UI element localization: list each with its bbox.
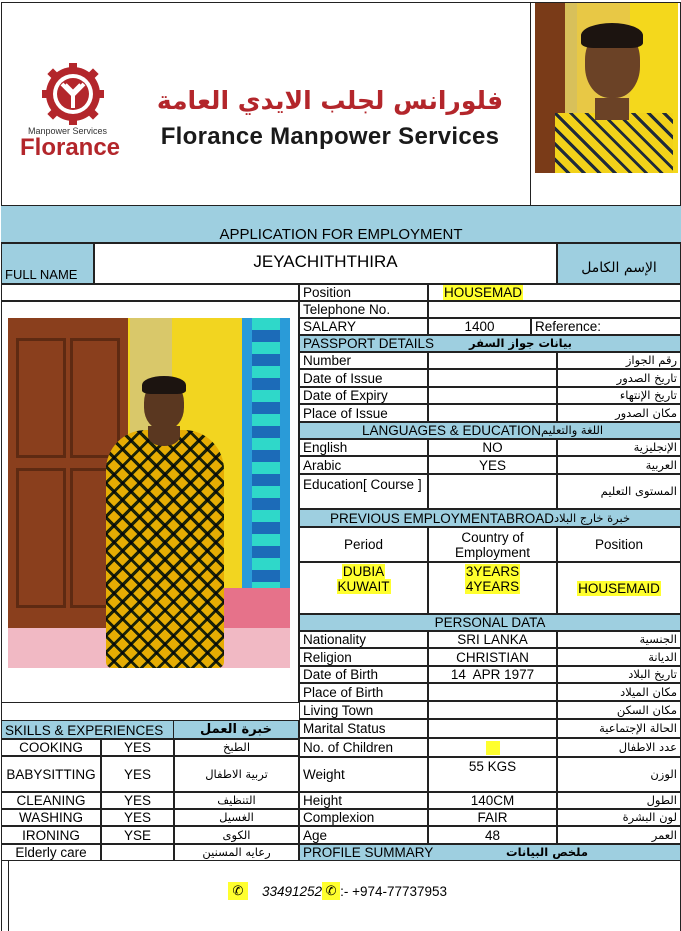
arabic-label: Arabic (299, 456, 428, 474)
passport-issue-label-ar: تاريخ الصدور (557, 369, 681, 387)
position-label: Position (299, 284, 428, 301)
salary-label: SALARY (299, 318, 428, 335)
duration-cell (428, 562, 557, 614)
telephone-value (428, 301, 681, 318)
company-title-ar: فلورانس لجلب الايدي العامة (156, 86, 504, 115)
living-town-label-ar: مكان السكن (557, 701, 681, 719)
previous-title: PREVIOUS EMPLOYMENTABROAD (330, 510, 555, 526)
gear-logo-icon (38, 62, 108, 126)
skill-babysitting-label: BABYSITTING (1, 756, 101, 792)
weight-label-ar: الوزن (557, 757, 681, 792)
period-1: DUBIA (342, 564, 385, 579)
children-highlight (486, 741, 500, 755)
skill-cooking-label: COOKING (1, 739, 101, 756)
passport-issue-label: Date of Issue (299, 369, 428, 387)
skill-cleaning-value: YES (101, 792, 174, 809)
telephone-label: Telephone No. (299, 301, 428, 318)
dob-label: Date of Birth (299, 666, 428, 683)
skills-title: SKILLS & EXPERIENCES (1, 720, 174, 739)
skill-cleaning-label: CLEANING (1, 792, 101, 809)
age-label: Age (299, 826, 428, 844)
passport-place-label-ar: مكان الصدور (557, 404, 681, 422)
profile-summary-label-ar: ملخص البيانات (456, 844, 681, 861)
skill-washing-label-ar: الغسيل (174, 809, 299, 826)
age-label-ar: العمر (557, 826, 681, 844)
personal-title: PERSONAL DATA (299, 614, 681, 631)
headshot-photo (535, 3, 678, 173)
period-2: KUWAIT (337, 579, 390, 594)
form-title: APPLICATION FOR EMPLOYMENT (1, 205, 681, 243)
phone-separator: :- (340, 883, 353, 899)
english-label-ar: الإنجليزية (557, 439, 681, 456)
company-title-en: Florance Manpower Services (160, 123, 500, 150)
complexion-label-ar: لون البشرة (557, 809, 681, 826)
skill-washing-value: YES (101, 809, 174, 826)
skill-ironing-label: IRONING (1, 826, 101, 844)
skill-washing-label: WASHING (1, 809, 101, 826)
passport-issue-value (428, 369, 557, 387)
complexion-label: Complexion (299, 809, 428, 826)
skill-cleaning-label-ar: التنظيف (174, 792, 299, 809)
english-value: NO (428, 439, 557, 456)
passport-number-label-ar: رقم الجواز (557, 352, 681, 369)
salary-value: 1400 (428, 318, 531, 335)
full-name-label: FULL NAME (1, 243, 94, 284)
pob-label: Place of Birth (299, 683, 428, 701)
blank-row (1, 284, 299, 301)
duration-2: 4YEARS (465, 579, 520, 594)
skill-babysitting-label-ar: تربية الاطفال (174, 756, 299, 792)
religion-value: CHRISTIAN (428, 648, 557, 666)
passport-number-label: Number (299, 352, 428, 369)
languages-title: LANGUAGES & EDUCATION (362, 423, 542, 438)
height-label-ar: الطول (557, 792, 681, 809)
education-value (428, 474, 557, 509)
logo (20, 62, 130, 162)
nationality-value: SRI LANKA (428, 631, 557, 648)
phone-number-1: 33491252 (262, 883, 323, 899)
education-label-ar: المستوى التعليم (557, 474, 681, 509)
education-label: Education[ Course ] (299, 474, 428, 509)
skill-elderly-value (101, 844, 174, 861)
living-town-value (428, 701, 557, 719)
religion-label: Religion (299, 648, 428, 666)
pob-value (428, 683, 557, 701)
weight-value: 55 KGS (428, 757, 557, 792)
skill-cooking-value: YES (101, 739, 174, 756)
col-period: Period (299, 527, 428, 562)
skill-ironing-label-ar: الكوى (174, 826, 299, 844)
full-name-value: JEYACHITHTHIRA (94, 243, 557, 284)
skill-elderly-label-ar: رعايه المسنين (174, 844, 299, 861)
passport-expiry-label-ar: تاريخ الإنتهاء (557, 387, 681, 404)
skill-ironing-value: YSE (101, 826, 174, 844)
arabic-label-ar: العربية (557, 456, 681, 474)
passport-place-label: Place of Issue (299, 404, 428, 422)
marital-value (428, 719, 557, 738)
complexion-value: FAIR (428, 809, 557, 826)
logo-subtitle: Manpower Services (28, 126, 108, 136)
position-value (428, 284, 681, 301)
skill-babysitting-value: YES (101, 756, 174, 792)
full-name-label-ar: الإسم الكامل (557, 243, 681, 284)
phone-icon: ✆ (228, 882, 248, 900)
profile-summary-label: PROFILE SUMMARY (299, 844, 556, 861)
passport-place-value (428, 404, 557, 422)
full-body-photo (8, 318, 290, 668)
passport-number-value (428, 352, 557, 369)
reference-label: Reference: (531, 318, 681, 335)
children-label-ar: عدد الاطفال (557, 738, 681, 757)
height-value: 140CM (428, 792, 557, 809)
dob-label-ar: تاريخ البلاد (557, 666, 681, 683)
nationality-label-ar: الجنسية (557, 631, 681, 648)
passport-title: PASSPORT DETAILS (299, 335, 556, 352)
weight-label: Weight (299, 757, 428, 792)
position-value-text: HOUSEMAD (444, 285, 523, 300)
dob-value: 14 APR 1977 (428, 666, 557, 683)
languages-title-ar: اللغة والتعليم (541, 423, 604, 437)
passport-title-ar: بيانات جواز السفر (456, 335, 681, 352)
children-label: No. of Children (299, 738, 428, 757)
marital-label-ar: الحالة الإجتماعية (557, 719, 681, 738)
phone-number-2: +974-77737953 (352, 883, 448, 899)
prev-position-cell (557, 562, 681, 614)
prev-position: HOUSEMAID (578, 581, 660, 596)
pob-label-ar: مكان الميلاد (557, 683, 681, 701)
marital-label: Marital Status (299, 719, 428, 738)
previous-title-bar (299, 509, 681, 527)
logo-name: Florance (20, 134, 121, 161)
nationality-label: Nationality (299, 631, 428, 648)
religion-label-ar: الديانة (557, 648, 681, 666)
previous-title-ar: خبرة خارج البلاد (554, 510, 631, 525)
living-town-label: Living Town (299, 701, 428, 719)
skill-elderly-label: Elderly care (1, 844, 101, 861)
period-cell (299, 562, 428, 614)
arabic-value: YES (428, 456, 557, 474)
age-value: 48 (428, 826, 557, 844)
passport-expiry-label: Date of Expiry (299, 387, 428, 404)
passport-expiry-value (428, 387, 557, 404)
height-label: Height (299, 792, 428, 809)
children-value (428, 738, 557, 757)
skill-cooking-label-ar: الطبخ (174, 739, 299, 756)
english-label: English (299, 439, 428, 456)
col-country: Country of Employment (428, 527, 557, 562)
col-position: Position (557, 527, 681, 562)
skills-title-ar: خبرة العمل (174, 720, 299, 739)
phone-icon: ✆ (322, 882, 340, 900)
footer-contact (228, 881, 447, 901)
languages-title-bar (299, 422, 681, 439)
duration-1: 3YEARS (465, 564, 520, 579)
